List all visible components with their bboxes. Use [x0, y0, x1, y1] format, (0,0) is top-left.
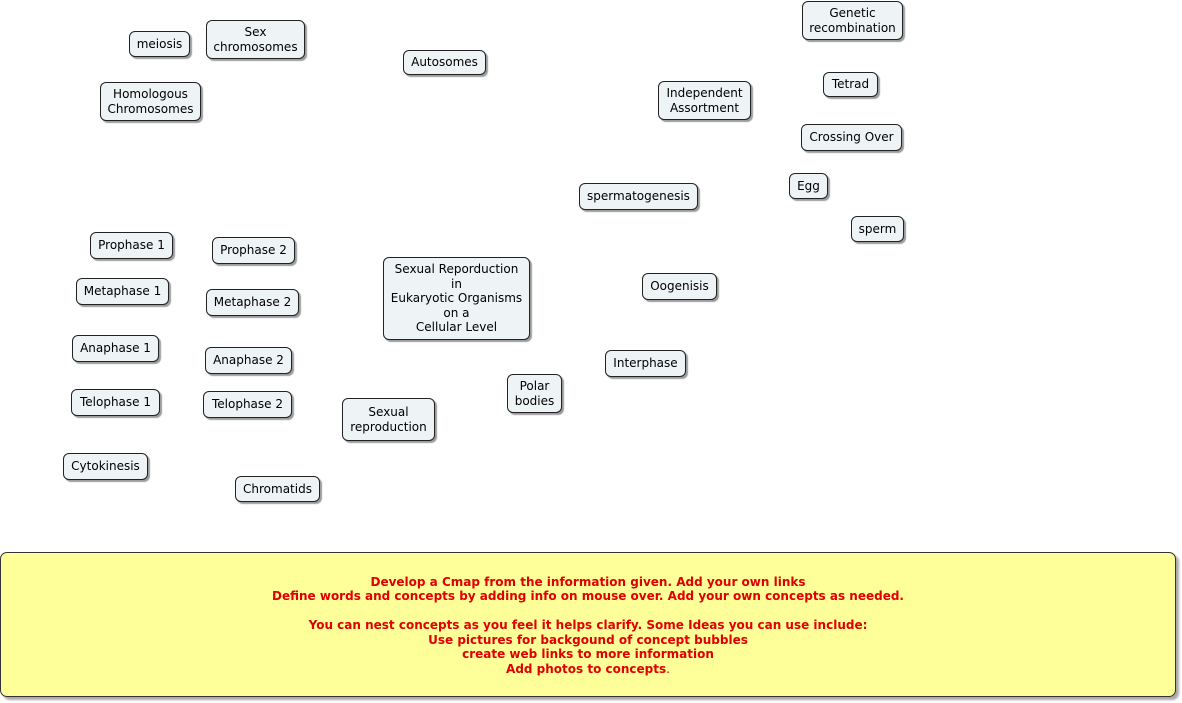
concept-independent-assortment[interactable]: Independent Assortment [658, 81, 751, 120]
concept-prophase-2[interactable]: Prophase 2 [212, 237, 295, 264]
concept-autosomes[interactable]: Autosomes [403, 50, 486, 75]
concept-metaphase-2[interactable]: Metaphase 2 [206, 289, 299, 316]
instructions-trailing-period: . [666, 661, 670, 676]
concept-cytokinesis[interactable]: Cytokinesis [63, 453, 148, 480]
concept-interphase[interactable]: Interphase [605, 350, 686, 377]
concept-meiosis[interactable]: meiosis [129, 31, 190, 57]
instructions-note[interactable] [0, 552, 1176, 697]
concept-sexual-reproduction[interactable]: Sexual reproduction [342, 398, 435, 441]
concept-anaphase-2[interactable]: Anaphase 2 [205, 347, 292, 374]
concept-spermatogenesis[interactable]: spermatogenesis [579, 183, 698, 210]
concept-telophase-1[interactable]: Telophase 1 [71, 389, 160, 416]
concept-genetic-recombination[interactable]: Genetic recombination [802, 1, 903, 40]
concept-metaphase-1[interactable]: Metaphase 1 [76, 278, 169, 305]
concept-chromatids[interactable]: Chromatids [235, 476, 320, 502]
concept-anaphase-1[interactable]: Anaphase 1 [72, 335, 159, 362]
concept-prophase-1[interactable]: Prophase 1 [90, 232, 173, 259]
concept-tetrad[interactable]: Tetrad [823, 72, 878, 97]
instructions-text [272, 575, 904, 677]
concept-telophase-2[interactable]: Telophase 2 [203, 391, 292, 418]
concept-polar-bodies[interactable]: Polar bodies [507, 374, 562, 413]
concept-sex-chromosomes[interactable]: Sex chromosomes [206, 20, 305, 59]
concept-sperm[interactable]: sperm [851, 216, 904, 242]
instructions-body: Develop a Cmap from the information given. Add your own links Define words and concepts by adding info on mouse over. Add your own concepts as needed. You can nest concepts as you feel it helps clarify. Some Ideas you can use include: Use pictures for backgound of concept bubbles create web links to more information Add photos to concepts [272, 574, 904, 676]
concept-oogenisis[interactable]: Oogenisis [642, 273, 717, 300]
concept-sexual-reproduction-cellular-level[interactable]: Sexual Reporduction in Eukaryotic Organisms on a Cellular Level [383, 257, 530, 340]
concept-egg[interactable]: Egg [789, 173, 828, 199]
concept-crossing-over[interactable]: Crossing Over [801, 124, 902, 151]
concept-homologous-chromosomes[interactable]: Homologous Chromosomes [100, 82, 201, 121]
